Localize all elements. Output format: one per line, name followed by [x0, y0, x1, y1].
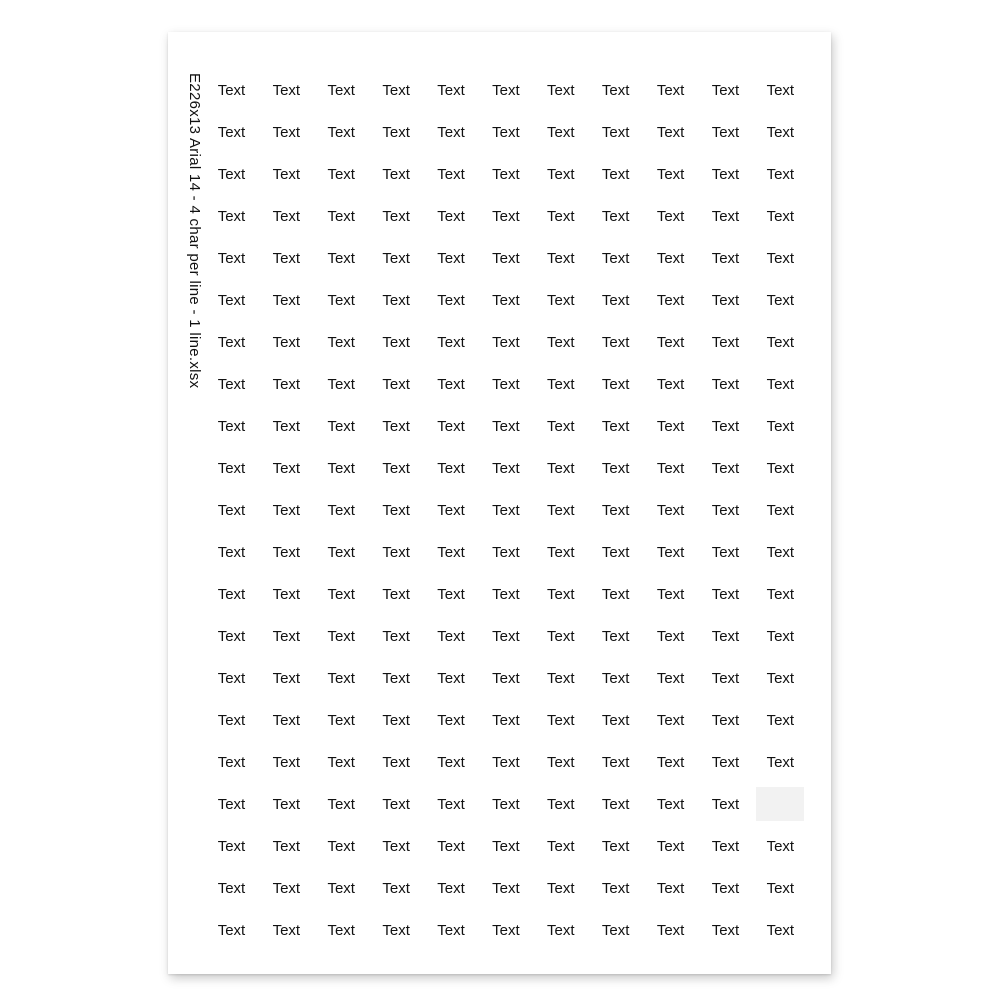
- grid-cell: Text: [327, 669, 355, 687]
- grid-cell: Text: [272, 711, 301, 729]
- grid-cell: Text: [711, 501, 740, 519]
- grid-cell: Text: [711, 81, 740, 99]
- grid-cell: Text: [437, 543, 465, 561]
- grid-cell: Text: [601, 417, 630, 435]
- grid-cell: Text: [656, 459, 685, 477]
- grid-cell: Text: [601, 837, 630, 855]
- grid-cell: Text: [711, 669, 740, 687]
- grid-cell: Text: [601, 375, 630, 393]
- grid-cell: Text: [327, 81, 355, 99]
- grid-cell: Text: [711, 753, 740, 771]
- grid-cell: Text: [382, 585, 410, 603]
- grid-cell: Text: [492, 123, 520, 141]
- grid-cell: Text: [437, 165, 465, 183]
- grid-cell: Text: [437, 585, 465, 603]
- grid-cell: Text: [711, 795, 740, 813]
- grid-cell: Text: [217, 921, 246, 939]
- grid-cell: Text: [272, 585, 301, 603]
- grid-cell: Text: [272, 921, 301, 939]
- grid-cell: Text: [492, 585, 520, 603]
- grid-cell: Text: [601, 921, 630, 939]
- grid-cell: Text: [547, 669, 575, 687]
- grid-cell: Text: [766, 669, 795, 687]
- grid-cell: Text: [656, 543, 685, 561]
- grid-cell: Text: [272, 837, 301, 855]
- grid-cell: Text: [217, 879, 246, 897]
- grid-cell: Text: [547, 207, 575, 225]
- grid-cell: Text: [766, 879, 795, 897]
- grid-cell: Text: [437, 501, 465, 519]
- grid-cell: Text: [272, 291, 301, 309]
- grid-cell: Text: [272, 207, 301, 225]
- grid-cell: Text: [601, 459, 630, 477]
- grid-cell: Text: [601, 501, 630, 519]
- grid-cell: Text: [492, 711, 520, 729]
- grid-cell: Text: [437, 921, 465, 939]
- grid-cell: Text: [492, 375, 520, 393]
- grid-cell: Text: [492, 627, 520, 645]
- grid-cell: Text: [217, 249, 246, 267]
- grid-cell: Text: [327, 291, 355, 309]
- grid-cell: Text: [766, 417, 795, 435]
- grid-cell: Text: [492, 333, 520, 351]
- grid-cell: Text: [272, 753, 301, 771]
- grid-cell: Text: [547, 795, 575, 813]
- grid-cell: Text: [656, 123, 685, 141]
- grid-cell: Text: [766, 291, 795, 309]
- grid-cell: Text: [327, 165, 355, 183]
- grid-cell: Text: [601, 81, 630, 99]
- grid-cell: Text: [711, 165, 740, 183]
- grid-cell: Text: [382, 165, 410, 183]
- grid-cell: Text: [656, 375, 685, 393]
- grid-cell: Text: [656, 627, 685, 645]
- grid-cell: Text: [217, 123, 246, 141]
- grid-cell: Text: [656, 753, 685, 771]
- grid-cell: Text: [382, 837, 410, 855]
- grid-cell: Text: [656, 81, 685, 99]
- grid-cell: Text: [327, 921, 355, 939]
- grid-cell: Text: [272, 459, 301, 477]
- text-grid: [204, 69, 808, 951]
- grid-cell: Text: [766, 375, 795, 393]
- grid-cell: Text: [437, 711, 465, 729]
- grid-cell: Text: [656, 669, 685, 687]
- grid-cell: Text: [437, 375, 465, 393]
- grid-cell: Text: [382, 921, 410, 939]
- grid-cell: Text: [766, 333, 795, 351]
- grid-cell: Text: [272, 879, 301, 897]
- grid-cell: Text: [382, 627, 410, 645]
- grid-cell: Text: [217, 795, 246, 813]
- grid-cell: Text: [711, 879, 740, 897]
- grid-cell: Text: [711, 375, 740, 393]
- grid-cell: Text: [217, 459, 246, 477]
- grid-cell: Text: [272, 543, 301, 561]
- grid-cell: Text: [492, 543, 520, 561]
- grid-cell: Text: [437, 291, 465, 309]
- grid-cell: Text: [217, 165, 246, 183]
- empty-highlighted-cell: [756, 787, 804, 821]
- grid-cell: Text: [327, 207, 355, 225]
- grid-cell: Text: [656, 501, 685, 519]
- grid-cell: Text: [547, 249, 575, 267]
- grid-cell: Text: [217, 291, 246, 309]
- grid-cell: Text: [601, 795, 630, 813]
- grid-cell: Text: [711, 837, 740, 855]
- grid-cell: Text: [217, 711, 246, 729]
- grid-cell: Text: [711, 459, 740, 477]
- grid-cell: Text: [766, 249, 795, 267]
- grid-cell: Text: [272, 249, 301, 267]
- grid-cell: Text: [601, 585, 630, 603]
- grid-cell: Text: [217, 753, 246, 771]
- grid-cell: Text: [547, 501, 575, 519]
- grid-cell: Text: [437, 459, 465, 477]
- grid-cell: Text: [437, 795, 465, 813]
- grid-cell: Text: [711, 207, 740, 225]
- filename-side-label: E226x13 Arial 14 - 4 char per line - 1 line.xlsx: [186, 73, 203, 389]
- grid-cell: Text: [547, 459, 575, 477]
- grid-cell: Text: [766, 711, 795, 729]
- grid-cell: Text: [217, 207, 246, 225]
- grid-cell: Text: [382, 417, 410, 435]
- grid-cell: Text: [217, 417, 246, 435]
- grid-cell: Text: [601, 291, 630, 309]
- grid-cell: Text: [766, 753, 795, 771]
- grid-cell: Text: [656, 921, 685, 939]
- grid-cell: Text: [217, 375, 246, 393]
- grid-cell: Text: [711, 291, 740, 309]
- grid-cell: Text: [382, 543, 410, 561]
- grid-cell: Text: [601, 879, 630, 897]
- grid-cell: Text: [492, 249, 520, 267]
- grid-cell: Text: [272, 333, 301, 351]
- grid-cell: Text: [437, 123, 465, 141]
- grid-cell: Text: [656, 333, 685, 351]
- grid-cell: Text: [217, 585, 246, 603]
- grid-cell: Text: [437, 417, 465, 435]
- grid-cell: Text: [382, 81, 410, 99]
- grid-cell: Text: [711, 333, 740, 351]
- grid-cell: Text: [382, 753, 410, 771]
- grid-cell: Text: [547, 879, 575, 897]
- grid-cell: Text: [766, 627, 795, 645]
- grid-cell: Text: [327, 879, 355, 897]
- grid-cell: Text: [656, 249, 685, 267]
- grid-cell: Text: [382, 123, 410, 141]
- grid-cell: Text: [656, 291, 685, 309]
- grid-cell: Text: [492, 753, 520, 771]
- grid-cell: Text: [766, 837, 795, 855]
- grid-cell: Text: [217, 669, 246, 687]
- grid-cell: Text: [492, 417, 520, 435]
- grid-cell: Text: [437, 669, 465, 687]
- grid-cell: Text: [437, 879, 465, 897]
- grid-cell: Text: [382, 333, 410, 351]
- grid-cell: Text: [272, 669, 301, 687]
- grid-cell: Text: [547, 585, 575, 603]
- grid-cell: Text: [766, 501, 795, 519]
- grid-cell: Text: [601, 753, 630, 771]
- grid-cell: Text: [547, 81, 575, 99]
- grid-cell: Text: [711, 249, 740, 267]
- grid-cell: Text: [382, 249, 410, 267]
- grid-cell: Text: [492, 207, 520, 225]
- grid-cell: Text: [382, 375, 410, 393]
- grid-cell: Text: [711, 417, 740, 435]
- grid-cell: Text: [382, 795, 410, 813]
- grid-cell: Text: [656, 795, 685, 813]
- grid-cell: Text: [601, 627, 630, 645]
- grid-cell: Text: [656, 417, 685, 435]
- grid-cell: Text: [437, 81, 465, 99]
- grid-cell: Text: [766, 123, 795, 141]
- grid-cell: Text: [547, 417, 575, 435]
- grid-cell: Text: [492, 795, 520, 813]
- grid-cell: Text: [711, 123, 740, 141]
- grid-cell: Text: [437, 249, 465, 267]
- grid-cell: Text: [382, 669, 410, 687]
- grid-cell: Text: [382, 291, 410, 309]
- grid-cell: Text: [327, 123, 355, 141]
- grid-cell: Text: [217, 627, 246, 645]
- grid-cell: Text: [492, 459, 520, 477]
- grid-cell: Text: [327, 375, 355, 393]
- grid-cell: Text: [766, 543, 795, 561]
- grid-cell: Text: [492, 921, 520, 939]
- grid-cell: Text: [327, 837, 355, 855]
- grid-cell: Text: [492, 669, 520, 687]
- grid-cell: Text: [766, 81, 795, 99]
- grid-cell: Text: [437, 627, 465, 645]
- grid-cell: Text: [217, 501, 246, 519]
- grid-cell: Text: [327, 543, 355, 561]
- grid-cell: Text: [547, 543, 575, 561]
- grid-cell: Text: [547, 627, 575, 645]
- grid-cell: Text: [547, 711, 575, 729]
- grid-cell: Text: [437, 837, 465, 855]
- grid-cell: Text: [492, 879, 520, 897]
- grid-cell: Text: [382, 501, 410, 519]
- grid-cell: Text: [327, 459, 355, 477]
- grid-cell: Text: [601, 669, 630, 687]
- grid-cell: Text: [711, 921, 740, 939]
- grid-cell: Text: [272, 81, 301, 99]
- grid-cell: Text: [382, 879, 410, 897]
- grid-cell: Text: [327, 753, 355, 771]
- grid-cell: Text: [492, 837, 520, 855]
- grid-cell: Text: [601, 543, 630, 561]
- grid-cell: Text: [492, 81, 520, 99]
- grid-cell: Text: [437, 753, 465, 771]
- grid-cell: Text: [217, 543, 246, 561]
- grid-cell: Text: [272, 375, 301, 393]
- grid-cell: Text: [766, 207, 795, 225]
- grid-cell: Text: [217, 837, 246, 855]
- grid-cell: Text: [272, 165, 301, 183]
- grid-cell: Text: [547, 333, 575, 351]
- grid-cell: Text: [327, 417, 355, 435]
- grid-cell: Text: [217, 81, 246, 99]
- grid-cell: Text: [327, 795, 355, 813]
- grid-cell: Text: [766, 921, 795, 939]
- grid-cell: Text: [656, 207, 685, 225]
- grid-cell: Text: [601, 165, 630, 183]
- grid-cell-empty: [753, 783, 808, 825]
- grid-cell: Text: [766, 459, 795, 477]
- grid-cell: Text: [656, 711, 685, 729]
- grid-cell: Text: [656, 585, 685, 603]
- grid-cell: Text: [547, 921, 575, 939]
- grid-cell: Text: [437, 333, 465, 351]
- grid-cell: Text: [492, 291, 520, 309]
- grid-cell: Text: [656, 837, 685, 855]
- grid-cell: Text: [272, 123, 301, 141]
- grid-cell: Text: [327, 711, 355, 729]
- grid-cell: Text: [382, 459, 410, 477]
- grid-cell: Text: [601, 711, 630, 729]
- grid-cell: Text: [437, 207, 465, 225]
- grid-cell: Text: [656, 879, 685, 897]
- grid-cell: Text: [492, 165, 520, 183]
- grid-cell: Text: [547, 291, 575, 309]
- grid-cell: Text: [382, 711, 410, 729]
- grid-cell: Text: [601, 123, 630, 141]
- document-page: [168, 32, 831, 974]
- grid-cell: Text: [601, 249, 630, 267]
- grid-cell: Text: [217, 333, 246, 351]
- grid-cell: Text: [492, 501, 520, 519]
- grid-cell: Text: [327, 627, 355, 645]
- grid-cell: Text: [547, 123, 575, 141]
- grid-cell: Text: [766, 585, 795, 603]
- grid-cell: Text: [601, 333, 630, 351]
- grid-cell: Text: [547, 165, 575, 183]
- grid-cell: Text: [382, 207, 410, 225]
- grid-cell: Text: [711, 543, 740, 561]
- grid-cell: Text: [711, 585, 740, 603]
- grid-cell: Text: [272, 627, 301, 645]
- grid-cell: Text: [272, 417, 301, 435]
- grid-cell: Text: [327, 501, 355, 519]
- grid-cell: Text: [711, 711, 740, 729]
- grid-cell: Text: [547, 837, 575, 855]
- grid-cell: Text: [327, 249, 355, 267]
- grid-cell: Text: [272, 501, 301, 519]
- grid-cell: Text: [272, 795, 301, 813]
- grid-cell: Text: [601, 207, 630, 225]
- grid-cell: Text: [766, 165, 795, 183]
- grid-cell: Text: [327, 333, 355, 351]
- grid-cell: Text: [656, 165, 685, 183]
- grid-cell: Text: [711, 627, 740, 645]
- grid-cell: Text: [547, 753, 575, 771]
- grid-cell: Text: [327, 585, 355, 603]
- grid-cell: Text: [547, 375, 575, 393]
